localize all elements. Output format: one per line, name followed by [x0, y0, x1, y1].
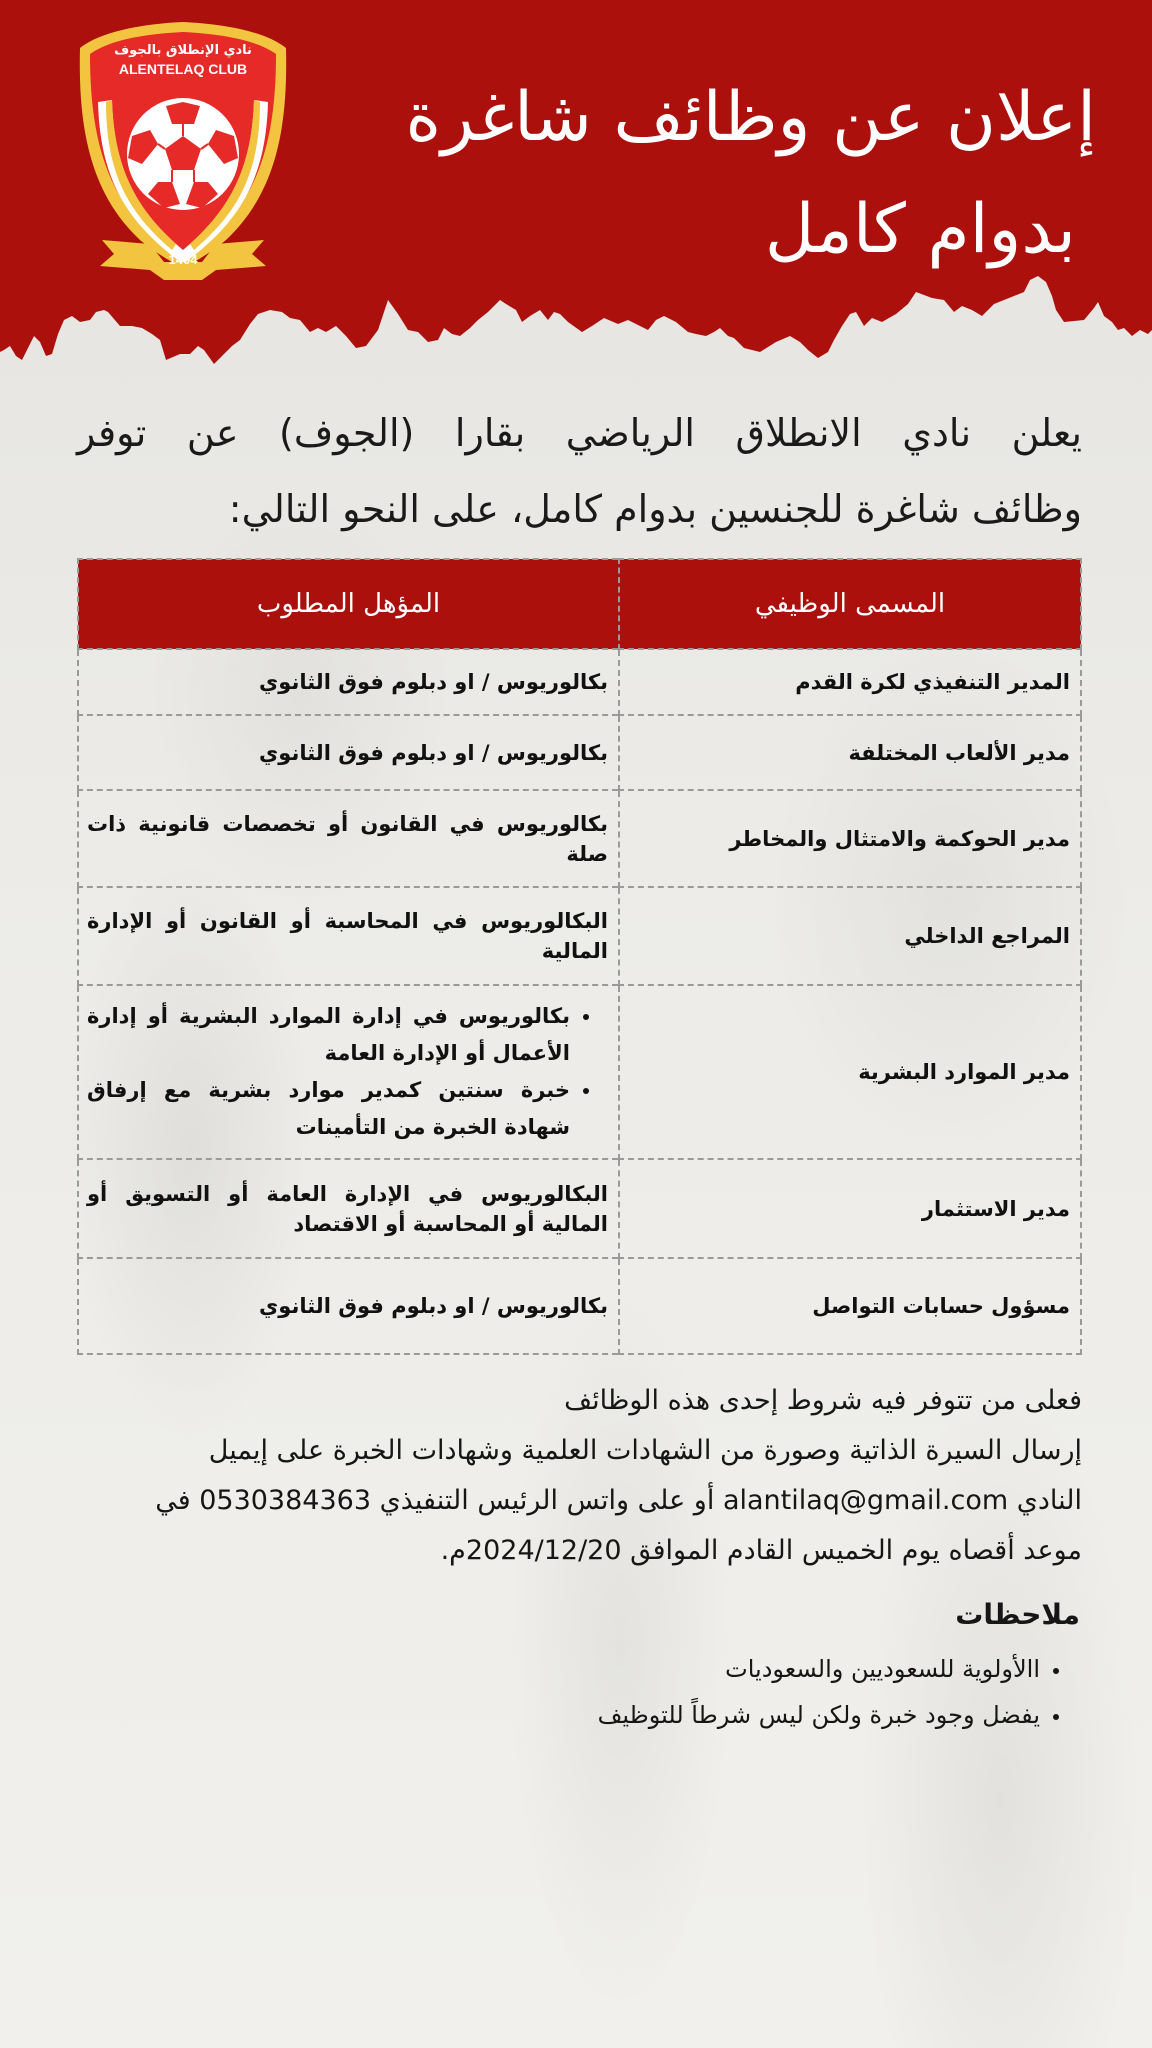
qualification-item: • خبرة سنتين كمدير موارد بشرية مع إرفاق شهادة الخبرة من التأمينات: [87, 1072, 570, 1146]
header-banner: [0, 0, 1152, 380]
title-line-1: إعلان عن وظائف شاغرة: [405, 78, 1096, 157]
job-title: مدير الحوكمة والامتثال والمخاطر: [619, 790, 1081, 887]
page-title: [405, 62, 1096, 286]
table-row: [78, 649, 1081, 715]
notes-title: ملاحظات: [955, 1598, 1080, 1631]
table-row: [78, 715, 1081, 790]
header-qualification: المؤهل المطلوب: [78, 559, 619, 649]
apply-line-4: موعد أقصاه يوم الخميس القادم الموافق 2024/12/20م.: [440, 1535, 1082, 1566]
job-title: المراجع الداخلي: [619, 887, 1081, 985]
job-title: مسؤول حسابات التواصل: [619, 1258, 1081, 1354]
job-title: مدير الموارد البشرية: [619, 985, 1081, 1159]
job-title: المدير التنفيذي لكرة القدم: [619, 649, 1081, 715]
note-item: • االأولوية للسعوديين والسعوديات: [598, 1646, 1040, 1692]
job-qualification: البكالوريوس في المحاسبة أو القانون أو الإدارة المالية: [78, 887, 619, 985]
note-item: • يفضل وجود خبرة ولكن ليس شرطاً للتوظيف: [598, 1692, 1040, 1738]
intro-line-2: وظائف شاغرة للجنسين بدوام كامل، على النحو التالي:: [228, 487, 1082, 531]
table-row: [78, 985, 1081, 1159]
logo-arabic-name: نادي الإنطلاق بالجوف: [114, 43, 252, 58]
apply-line-3-suffix: في: [155, 1485, 200, 1516]
qualification-item: • بكالوريوس في إدارة الموارد البشرية أو إدارة الأعمال أو الإدارة العامة: [87, 998, 570, 1072]
logo-year: 1404: [168, 252, 198, 267]
club-logo: [76, 18, 290, 280]
contact-email[interactable]: alantilaq@gmail.com: [722, 1485, 1009, 1516]
table-row: [78, 1159, 1081, 1258]
jobs-table: [77, 558, 1082, 1355]
job-qualification: بكالوريوس / او دبلوم فوق الثانوي: [78, 1258, 619, 1354]
notes-list: [598, 1646, 1072, 1738]
table-row: [78, 1258, 1081, 1354]
contact-phone[interactable]: 0530384363: [199, 1485, 372, 1516]
job-qualification: بكالوريوس / او دبلوم فوق الثانوي: [78, 649, 619, 715]
table-row: [78, 790, 1081, 887]
apply-line-3-mid: أو على واتس الرئيس التنفيذي: [371, 1485, 723, 1516]
apply-line-3-prefix: النادي: [1008, 1485, 1082, 1516]
job-title: مدير الاستثمار: [619, 1159, 1081, 1258]
job-qualification: بكالوريوس / او دبلوم فوق الثانوي: [78, 715, 619, 790]
application-instructions: [100, 1376, 1082, 1576]
apply-line-2: إرسال السيرة الذاتية وصورة من الشهادات العلمية وشهادات الخبرة على إيميل: [208, 1435, 1082, 1466]
apply-line-1: فعلى من تتوفر فيه شروط إحدى هذه الوظائف: [564, 1385, 1082, 1416]
job-qualification: بكالوريوس في القانون أو تخصصات قانونية ذات صلة: [78, 790, 619, 887]
intro-line-1: يعلن نادي الانطلاق الرياضي بقارا (الجوف) عن توفر: [77, 411, 1082, 455]
title-line-2: بدوام كامل: [764, 190, 1076, 269]
logo-english-name: ALENTELAQ CLUB: [118, 61, 248, 77]
table-row: [78, 887, 1081, 985]
job-title: مدير الألعاب المختلفة: [619, 715, 1081, 790]
intro-paragraph: [77, 395, 1082, 547]
job-qualification-list: [78, 985, 619, 1159]
job-qualification: البكالوريوس في الإدارة العامة أو التسويق أو المالية أو المحاسبة أو الاقتصاد: [78, 1159, 619, 1258]
table-header-row: [78, 559, 1081, 649]
header-job-title: المسمى الوظيفي: [619, 559, 1081, 649]
apply-line-3: [100, 1476, 1082, 1526]
